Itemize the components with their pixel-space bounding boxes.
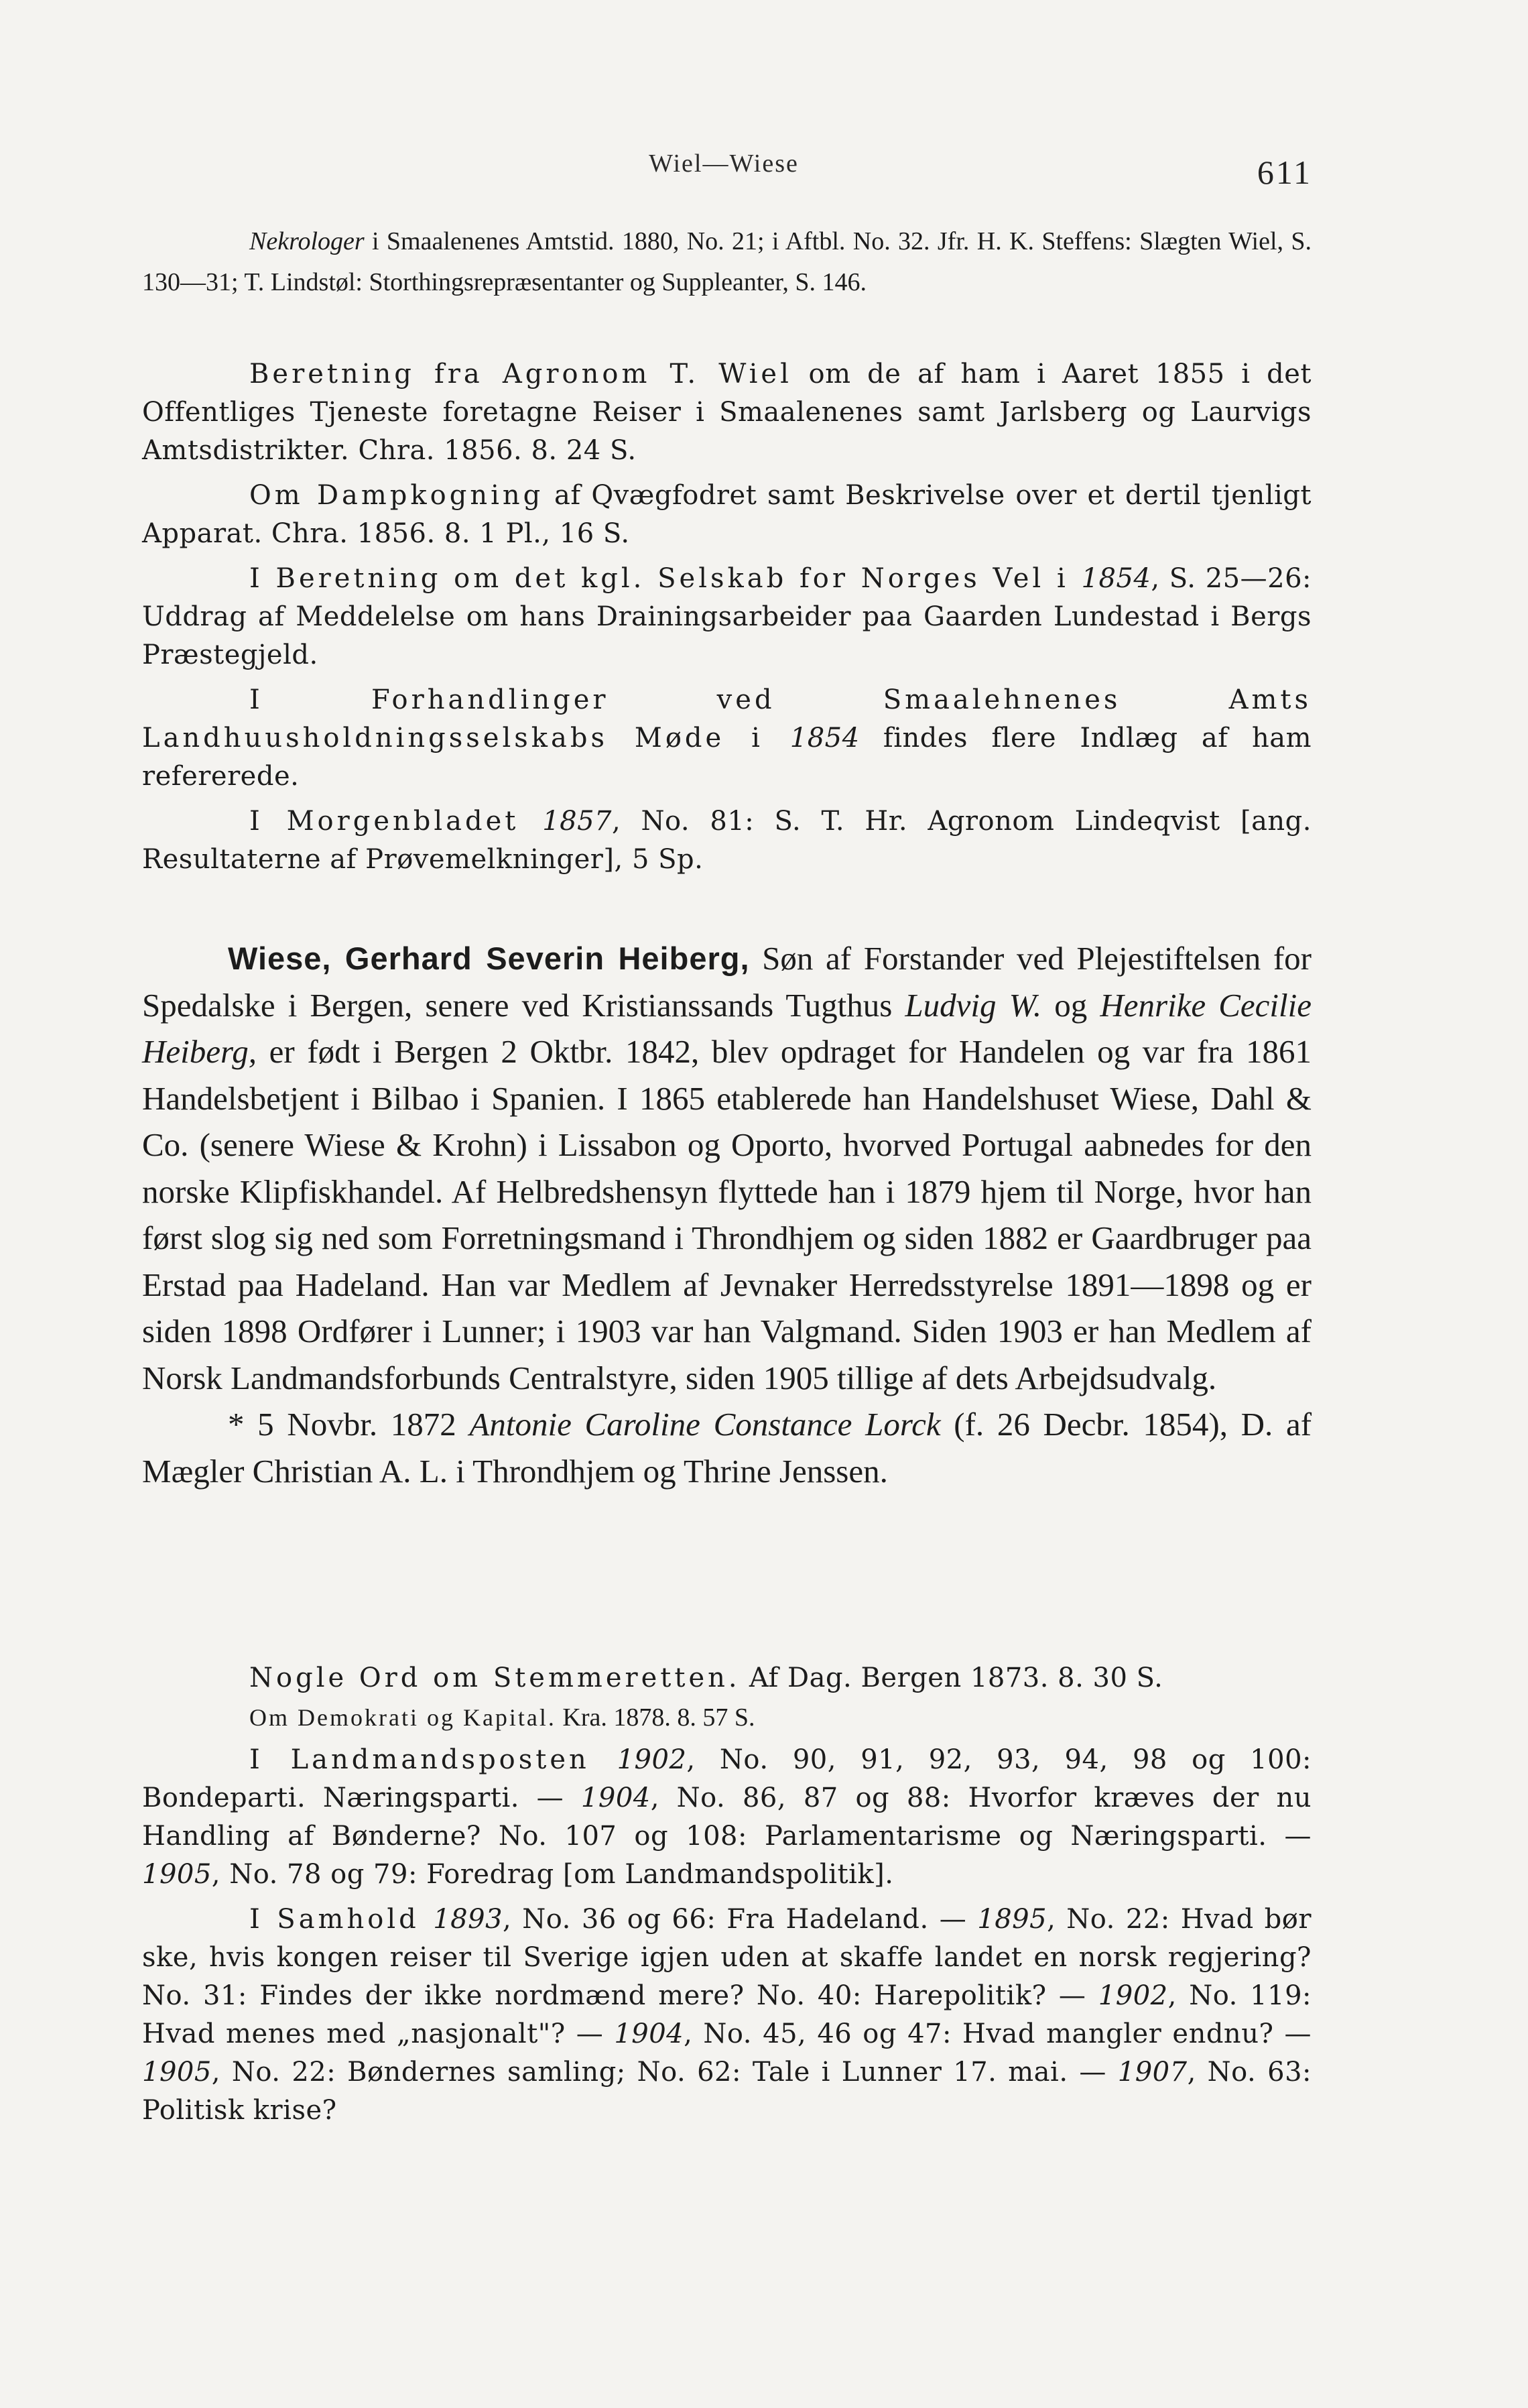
wiese-work-2: [142, 1697, 1312, 1738]
work-details: , No. 45, 46 og 47: Hvad mangler endnu? —: [684, 2019, 1312, 2049]
work-title: I Forhandlinger ved Smaalehnenes Amts Landhuusholdningsselskabs Møde i: [142, 684, 1312, 754]
wiel-work-2: [142, 477, 1312, 553]
work-details: , No. 119: Hvad menes med „nasjonalt"? —: [142, 1980, 1312, 2049]
work-details: , No. 22: Bøndernes samling; No. 62: Tale i Lunner 17. mai. —: [211, 2057, 1118, 2088]
nekrologer-text: i Smaalenenes Amtstid. 1880, No. 21; i Aftbl. No. 32. Jfr. H. K. Steffens: Slægten Wiel, S. 130—31; T. Lindstøl: Storthingsrepræsentanter og Suppleanter, S. 146.: [142, 227, 1312, 296]
work-title: Beretning fra Agronom T. Wiel: [249, 359, 792, 389]
work-details: , No. 63: Politisk krise?: [142, 2057, 1312, 2126]
work-details: , S. 25—26: Uddrag af Meddelelse om hans Drainingsarbeider paa Gaarden Lundestad i Bergs Præstegjeld.: [142, 563, 1312, 670]
work-year: 1907: [1117, 2057, 1188, 2088]
nekrologer-label: Nekrologer: [249, 227, 365, 255]
bio-text: er født i Bergen 2 Oktbr. 1842, blev opdraget for Handelen og var fra 1861 Handelsbetjent i Bilbao i Spanien. I 1865 etablerede han Handelshuset Wiese, Dahl & Co. (senere Wiese & Krohn) i Lissabon og Oporto, hvorved Portugal aabnedes for den norske Klipfiskhandel. Af Helbredshensyn flyttede han i 1879 hjem til Norge, hvor han først slog sig ned som Forretningsmand i Throndhjem og siden 1882 er Gaardbruger paa Erstad paa Hadeland. Han var Medlem af Jevnaker Herredsstyrelse 1891—1898 og er siden 1898 Ordfører i Lunner; i 1903 var han Valgmand. Siden 1903 er han Medlem af Norsk Landmandsforbunds Centralstyre, siden 1905 tillige af dets Arbejdsudvalg.: [142, 1033, 1312, 1396]
wiese-biography: [142, 935, 1312, 1494]
biography-paragraph: [142, 935, 1312, 1401]
work-details: , No. 81: S. T. Hr. Agronom Lindeqvist [ang. Resultaterne af Prøvemelkninger], 5 Sp.: [142, 806, 1312, 875]
wiel-work-1: [142, 355, 1312, 470]
work-details: findes flere Indlæg af ham refererede.: [142, 723, 1312, 792]
bio-text: Søn af Forstander ved Plejestiftelsen for Spedalske i Bergen, senere ved Kristianssands Tugthus: [142, 940, 1312, 1024]
page-number: 611: [1257, 154, 1312, 191]
wiese-work-1: [142, 1659, 1312, 1697]
wiese-work-3: [142, 1741, 1312, 1894]
work-details: , No. 22: Hvad bør ske, hvis kongen reiser til Sverige igjen uden at skaffe landet en norsk regjering? No. 31: Findes der ikke nordmænd mere? No. 40: Harepolitik? —: [142, 1904, 1312, 2011]
work-year: 1893: [433, 1904, 503, 1935]
work-year: 1905: [142, 1859, 212, 1890]
work-details: , No. 78 og 79: Foredrag [om Landmandspolitik].: [211, 1859, 894, 1890]
wiese-works: [142, 1659, 1312, 2130]
work-details: , No. 36 og 66: Fra Hadeland. —: [503, 1904, 978, 1935]
work-title: I Beretning om det kgl. Selskab for Norges Vel i: [249, 563, 1082, 594]
entry-heading: Wiese, Gerhard Severin Heiberg,: [228, 941, 750, 976]
work-year: 1854: [789, 723, 860, 754]
work-details: , No. 90, 91, 92, 93, 94, 98 og 100: Bondeparti. Næringsparti. —: [142, 1744, 1312, 1813]
wiel-work-3: [142, 560, 1312, 674]
work-year: 1902: [617, 1744, 687, 1775]
work-year: 1854: [1081, 563, 1151, 594]
work-year: 1904: [580, 1783, 651, 1813]
wife-name: Antonie Caroline Constance Lorck: [469, 1406, 941, 1443]
wiel-work-4: [142, 681, 1312, 796]
work-title: I Morgenbladet: [249, 806, 543, 837]
bio-text: og: [1041, 986, 1100, 1024]
wiel-references: [142, 221, 1312, 303]
work-title: Om Demokrati og Kapital.: [249, 1704, 556, 1731]
mother-name: Henrike Cecilie Heiberg,: [142, 986, 1312, 1070]
marriage-text: * 5 Novbr. 1872: [228, 1406, 470, 1443]
work-details: Af Dag. Bergen 1873. 8. 30 S.: [740, 1663, 1163, 1693]
marriage-text: (f. 26 Decbr. 1854), D. af Mægler Christian A. L. i Throndhjem og Thrine Jenssen.: [142, 1406, 1312, 1490]
marriage-paragraph: [142, 1401, 1312, 1494]
work-title: Om Dampkogning: [249, 480, 544, 511]
work-details: Kra. 1878. 8. 57 S.: [556, 1703, 755, 1732]
work-title: I Samhold: [249, 1904, 434, 1935]
work-year: 1904: [614, 2019, 684, 2049]
wiese-work-4: [142, 1901, 1312, 2130]
work-title: Nogle Ord om Stemmeretten.: [249, 1663, 741, 1693]
wiel-works: [142, 355, 1312, 879]
running-head: Wiel—Wiese: [649, 149, 799, 178]
work-year: 1905: [142, 2057, 212, 2088]
work-details: om de af ham i Aaret 1855 i det Offentliges Tjeneste foretagne Reiser i Smaalenenes samt Jarlsberg og Laurvigs Amtsdistrikter. Chra. 1856. 8. 24 S.: [142, 359, 1312, 466]
work-details: af Qvægfodret samt Beskrivelse over et dertil tjenligt Apparat. Chra. 1856. 8. 1 Pl., 16 S.: [142, 480, 1312, 549]
nekrologer-paragraph: [142, 221, 1312, 303]
father-name: Ludvig W.: [905, 986, 1042, 1024]
work-title: I Landmandsposten: [249, 1744, 617, 1775]
work-year: 1895: [977, 1904, 1047, 1935]
work-year: 1902: [1098, 1980, 1168, 2011]
work-details: , No. 86, 87 og 88: Hvorfor kræves der nu Handling af Bønderne? No. 107 og 108: Parlamentarisme og Næringsparti. —: [142, 1783, 1312, 1852]
work-year: 1857: [542, 806, 612, 837]
wiel-work-5: [142, 802, 1312, 879]
